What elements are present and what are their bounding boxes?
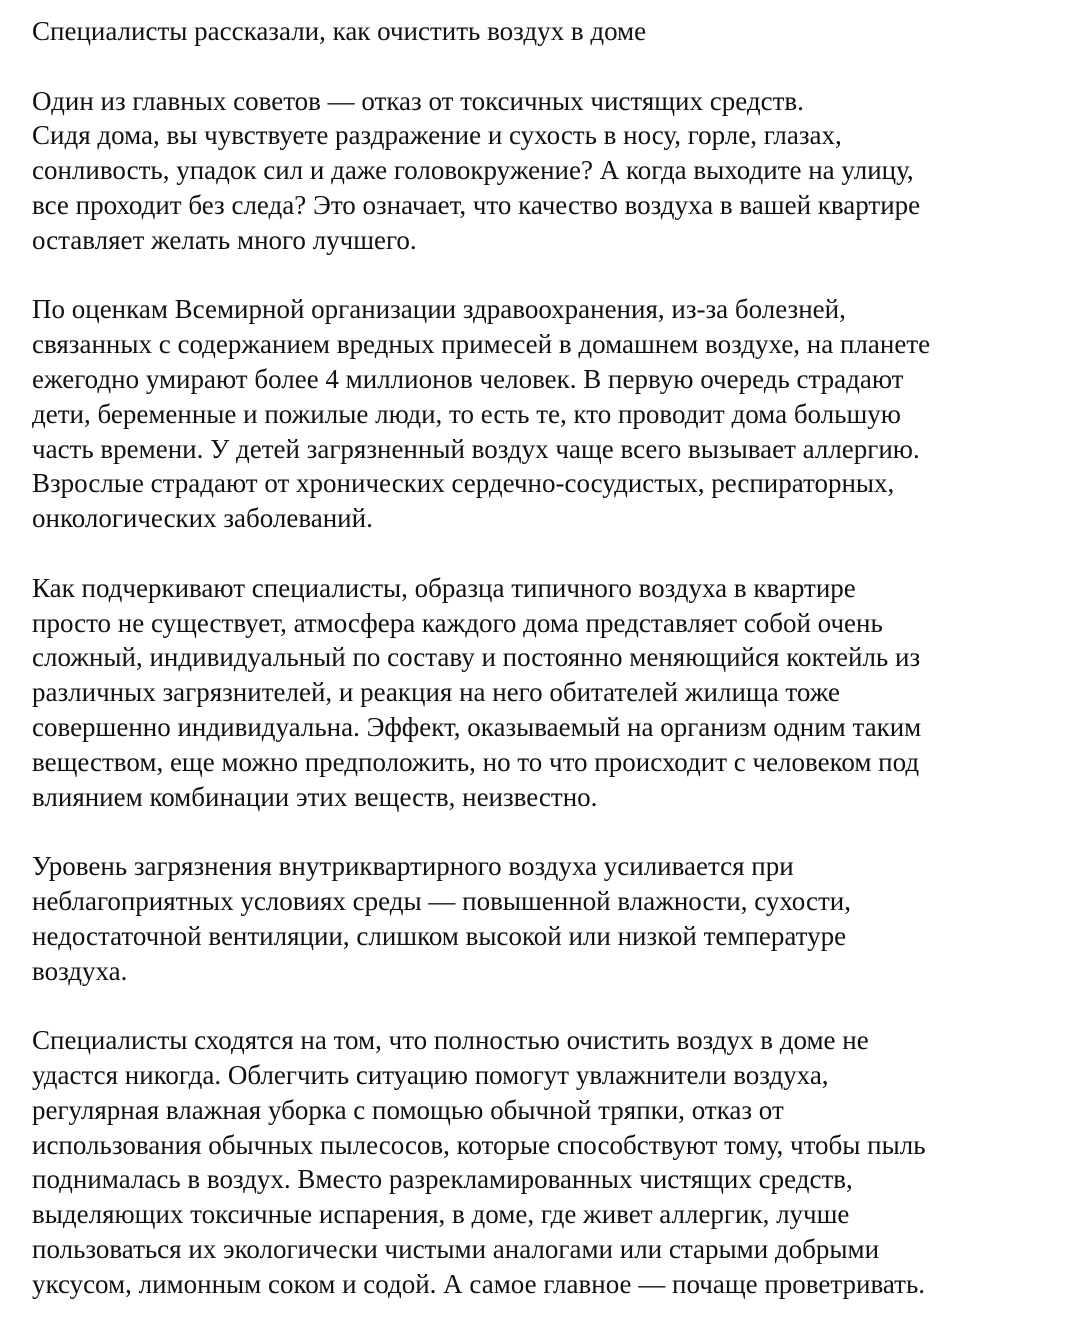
paragraph-line: По оценкам Всемирной организации здравоохранения, из-за болезней, xyxy=(32,294,846,325)
paragraph-line: Уровень загрязнения внутриквартирного воздуха усиливается при xyxy=(32,851,794,882)
paragraph-line: все проходит без следа? Это означает, что качество воздуха в вашей квартире xyxy=(32,189,921,220)
paragraph-line: неблагоприятных условиях среды — повышенной влажности, сухости, xyxy=(32,885,851,916)
paragraph-line: сонливость, упадок сил и даже головокружение? А когда выходите на улицу, xyxy=(32,155,914,186)
paragraph-line: поднималась в воздух. Вместо разрекламированных чистящих средств, xyxy=(32,1164,853,1195)
paragraph-line: ежегодно умирают более 4 миллионов человек. В первую очередь страдают xyxy=(32,363,904,394)
paragraph-line: уксусом, лимонным соком и содой. А самое главное — почаще проветривать. xyxy=(32,1268,926,1299)
paragraph-line: веществом, еще можно предположить, но то что происходит с человеком под xyxy=(32,746,920,777)
paragraph-line: регулярная влажная уборка с помощью обычной тряпки, отказ от xyxy=(32,1094,784,1125)
paragraph-5 xyxy=(32,1023,1062,1301)
paragraph-2 xyxy=(32,292,1062,536)
article-body xyxy=(32,14,1062,1336)
paragraph-line: просто не существует, атмосфера каждого дома представляет собой очень xyxy=(32,607,883,638)
paragraph-line: выделяющих токсичные испарения, в доме, где живет аллергик, лучше xyxy=(32,1199,850,1230)
article-title-text: Специалисты рассказали, как очистить воздух в доме xyxy=(32,16,647,46)
paragraph-line: воздуха. xyxy=(32,955,128,986)
paragraph-line: пользоваться их экологически чистыми аналогами или старыми добрыми xyxy=(32,1233,880,1264)
paragraph-line: Как подчеркивают специалисты, образца типичного воздуха в квартире xyxy=(32,572,856,603)
paragraph-1 xyxy=(32,84,1062,258)
paragraph-line: Один из главных советов — отказ от токсичных чистящих средств. xyxy=(32,85,804,116)
paragraph-line: онкологических заболеваний. xyxy=(32,503,373,534)
paragraph-3 xyxy=(32,571,1062,815)
paragraph-line: Взрослые страдают от хронических сердечно-сосудистых, респираторных, xyxy=(32,468,895,499)
paragraph-line: удастся никогда. Облегчить ситуацию помогут увлажнители воздуха, xyxy=(32,1059,829,1090)
paragraph-line: недостаточной вентиляции, слишком высокой или низкой температуре xyxy=(32,920,847,951)
paragraph-line: оставляет желать много лучшего. xyxy=(32,224,417,255)
paragraph-4 xyxy=(32,849,1062,988)
paragraph-line: связанных с содержанием вредных примесей в домашнем воздухе, на планете xyxy=(32,329,931,360)
paragraph-line: сложный, индивидуальный по составу и постоянно меняющийся коктейль из xyxy=(32,642,921,673)
paragraph-line: совершенно индивидуальна. Эффект, оказываемый на организм одним таким xyxy=(32,711,922,742)
paragraph-line: влиянием комбинации этих веществ, неизвестно. xyxy=(32,781,598,812)
paragraph-line: дети, беременные и пожилые люди, то есть те, кто проводит дома большую xyxy=(32,398,901,429)
paragraph-line: Сидя дома, вы чувствуете раздражение и сухость в носу, горле, глазах, xyxy=(32,120,842,151)
paragraph-line: Специалисты сходятся на том, что полностью очистить воздух в доме не xyxy=(32,1025,869,1056)
paragraph-line: различных загрязнителей, и реакция на него обитателей жилища тоже xyxy=(32,677,840,708)
paragraph-line: часть времени. У детей загрязненный воздух чаще всего вызывает аллергию. xyxy=(32,433,920,464)
paragraph-line: использования обычных пылесосов, которые способствуют тому, чтобы пыль xyxy=(32,1129,926,1160)
article-title xyxy=(32,14,1062,49)
